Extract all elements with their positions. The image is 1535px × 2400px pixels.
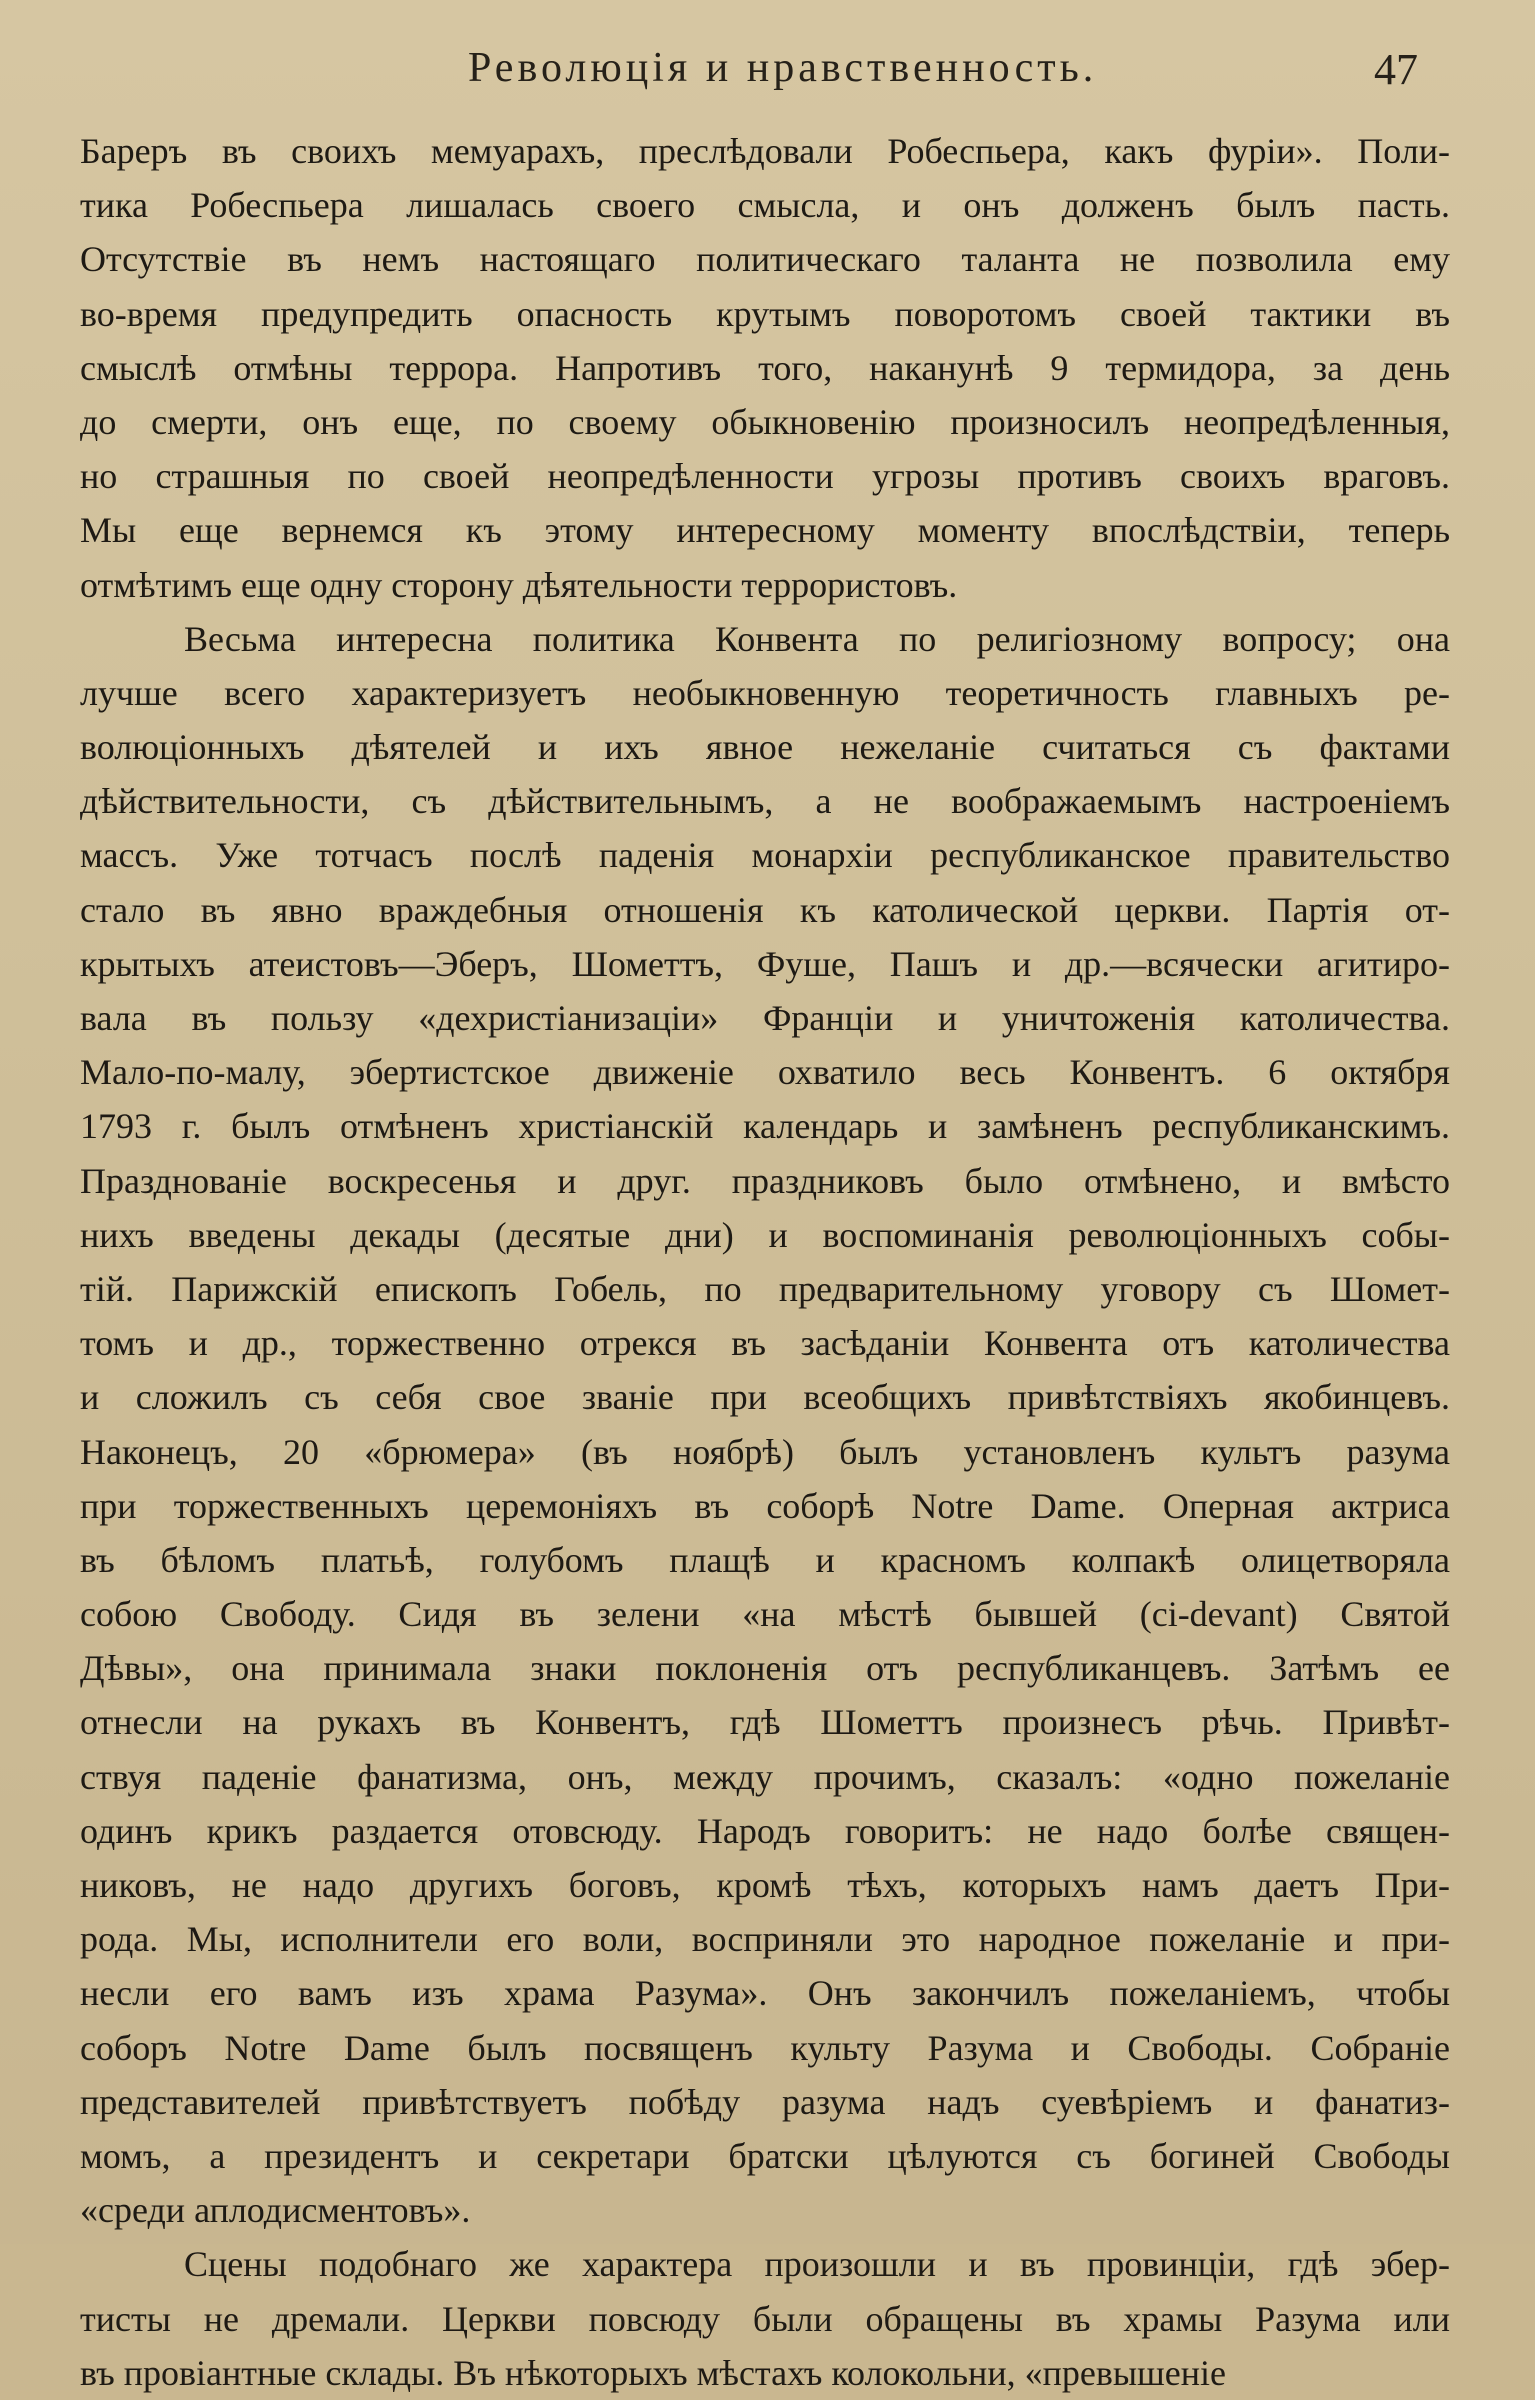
- text-line: тій. Парижскій епископъ Гобель, по предварительному уговору съ Шомет-: [80, 1268, 1450, 1309]
- text-line: Мало-по-малу, эбертистское движеніе охватило весь Конвентъ. 6 октября: [80, 1052, 1450, 1093]
- text-line: лучше всего характеризуетъ необыкновенную теоретичность главныхъ ре-: [80, 672, 1450, 713]
- text-line: представителей привѣтствуетъ побѣду разума надъ суевѣріемъ и фанатиз-: [80, 2081, 1450, 2122]
- text-line: никовъ, не надо другихъ боговъ, кромѣ тѣхъ, которыхъ намъ даетъ При-: [80, 1865, 1450, 1905]
- text-line: во-время предупредить опасность крутымъ поворотомъ своей тактики въ: [80, 293, 1450, 334]
- text-line: Мы еще вернемся къ этому интересному моменту впослѣдствіи, теперь: [80, 510, 1450, 551]
- text-line: въ провіантные склады. Въ нѣкоторыхъ мѣстахъ колокольни, «превышеніе: [80, 2352, 1226, 2393]
- paragraph-2: [80, 612, 1450, 2238]
- text-line: крытыхъ атеистовъ—Эберъ, Шометтъ, Фуше, Пашъ и др.—всячески агитиро-: [80, 943, 1450, 984]
- text-line: момъ, а президентъ и секретари братски цѣлуются съ богиней Свободы: [80, 2135, 1450, 2176]
- page-number: 47: [1374, 45, 1418, 94]
- text-line: ствуя паденіе фанатизма, онъ, между прочимъ, сказалъ: «одно пожеланіе: [80, 1756, 1450, 1797]
- text-line: соборъ Notre Dame былъ посвященъ культу Разума и Свободы. Собраніе: [80, 2027, 1450, 2068]
- text-line: рода. Мы, исполнители его воли, восприняли это народное пожеланіе и при-: [80, 1919, 1450, 1960]
- text-line: нихъ введены декады (десятые дни) и воспоминанія революціонныхъ собы-: [80, 1214, 1450, 1255]
- page-header: [0, 44, 1535, 96]
- text-line: Празднованіе воскресенья и друг. праздниковъ было отмѣнено, и вмѣсто: [80, 1160, 1450, 1201]
- text-line: Наконецъ, 20 «брюмера» (въ ноябрѣ) былъ установленъ культъ разума: [80, 1431, 1450, 1472]
- body-text: [80, 124, 1450, 2400]
- text-line: Дѣвы», она принимала знаки поклоненія отъ республиканцевъ. Затѣмъ ее: [80, 1648, 1450, 1689]
- text-line: одинъ крикъ раздается отовсюду. Народъ говоритъ: не надо болѣе священ-: [80, 1810, 1450, 1851]
- text-line: отмѣтимъ еще одну сторону дѣятельности террористовъ.: [80, 564, 958, 605]
- running-title: Революція и нравственность.: [468, 45, 1098, 91]
- text-line: дѣйствительности, съ дѣйствительнымъ, а не воображаемымъ настроеніемъ: [80, 781, 1450, 822]
- text-line: Отсутствіе въ немъ настоящаго политическаго таланта не позволила ему: [80, 239, 1450, 280]
- paragraph-3: [80, 2237, 1450, 2400]
- text-line: «среди аплодисментовъ».: [80, 2190, 471, 2231]
- text-line: и сложилъ съ себя свое званіе при всеобщихъ привѣтствіяхъ якобинцевъ.: [80, 1377, 1450, 1418]
- paragraph-1: [80, 124, 1450, 612]
- text-line: собою Свободу. Сидя въ зелени «на мѣстѣ бывшей (ci-devant) Святой: [80, 1594, 1450, 1635]
- text-line: но страшныя по своей неопредѣленности угрозы противъ своихъ враговъ.: [80, 456, 1450, 497]
- text-line: 1793 г. былъ отмѣненъ христіанскій календарь и замѣненъ республиканскимъ.: [80, 1106, 1450, 1147]
- text-line: вала въ пользу «дехристіанизаціи» Франціи и уничтоженія католичества.: [80, 998, 1450, 1038]
- text-line: смыслѣ отмѣны террора. Напротивъ того, наканунѣ 9 термидора, за день: [80, 347, 1450, 388]
- text-line: до смерти, онъ еще, по своему обыкновенію произносилъ неопредѣленныя,: [80, 401, 1450, 442]
- text-line: тисты не дремали. Церкви повсюду были обращены въ храмы Разума или: [80, 2298, 1450, 2339]
- text-line: волюціонныхъ дѣятелей и ихъ явное нежеланіе считаться съ фактами: [80, 727, 1450, 768]
- text-line: массъ. Уже тотчасъ послѣ паденія монархіи республиканское правительство: [80, 835, 1450, 876]
- text-line: Весьма интересна политика Конвента по религіозному вопросу; она: [184, 618, 1450, 659]
- text-line: Сцены подобнаго же характера произошли и въ провинціи, гдѣ эбер-: [184, 2244, 1450, 2285]
- text-line: отнесли на рукахъ въ Конвентъ, гдѣ Шометтъ произнесъ рѣчь. Привѣт-: [80, 1702, 1450, 1743]
- text-line: стало въ явно враждебныя отношенія къ католической церкви. Партія от-: [80, 889, 1450, 930]
- text-line: несли его вамъ изъ храма Разума». Онъ закончилъ пожеланіемъ, чтобы: [80, 1973, 1450, 2014]
- text-line: Бареръ въ своихъ мемуарахъ, преслѣдовали Робеспьера, какъ фуріи». Поли-: [80, 131, 1450, 171]
- text-line: томъ и др., торжественно отрекся въ засѣданіи Конвента отъ католичества: [80, 1323, 1450, 1364]
- text-line: въ бѣломъ платьѣ, голубомъ плащѣ и красномъ колпакѣ олицетворяла: [80, 1539, 1450, 1580]
- text-line: при торжественныхъ церемоніяхъ въ соборѣ Notre Dame. Оперная актриса: [80, 1485, 1450, 1526]
- text-line: тика Робеспьера лишалась своего смысла, и онъ долженъ былъ пасть.: [80, 185, 1450, 226]
